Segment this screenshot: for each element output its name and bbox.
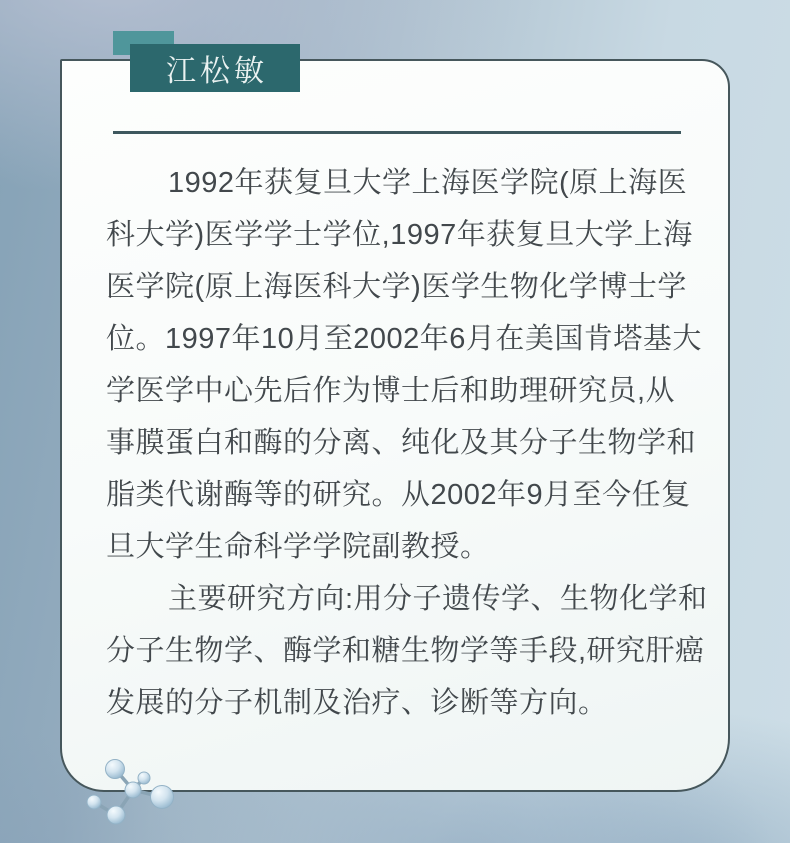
person-name: 江松敏 [166, 55, 268, 88]
bio-line: 科大学)医学学士学位,1997年获复旦大学上海 [106, 219, 693, 251]
bio-text [106, 157, 708, 729]
bio-line: 学医学中心先后作为博士后和助理研究员,从 [106, 375, 676, 407]
name-tab [130, 44, 300, 92]
bio-line: 医学院(原上海医科大学)医学生物化学博士学 [106, 271, 687, 303]
bio-line: 脂类代谢酶等的研究。从2002年9月至今任复 [106, 479, 691, 511]
title-divider [113, 131, 681, 134]
bio-line: 1992年获复旦大学上海医学院(原上海医 [168, 167, 688, 199]
molecule-icon [76, 744, 188, 836]
bio-line: 事膜蛋白和酶的分离、纯化及其分子生物学和 [106, 427, 697, 459]
bio-line: 发展的分子机制及治疗、诊断等方向。 [106, 687, 608, 719]
bio-line: 主要研究方向:用分子遗传学、生物化学和 [168, 583, 708, 615]
bio-line: 旦大学生命科学学院副教授。 [106, 531, 490, 563]
bio-line: 位。1997年10月至2002年6月在美国肯塔基大 [106, 323, 702, 355]
bio-line: 分子生物学、酶学和糖生物学等手段,研究肝癌 [106, 635, 705, 667]
